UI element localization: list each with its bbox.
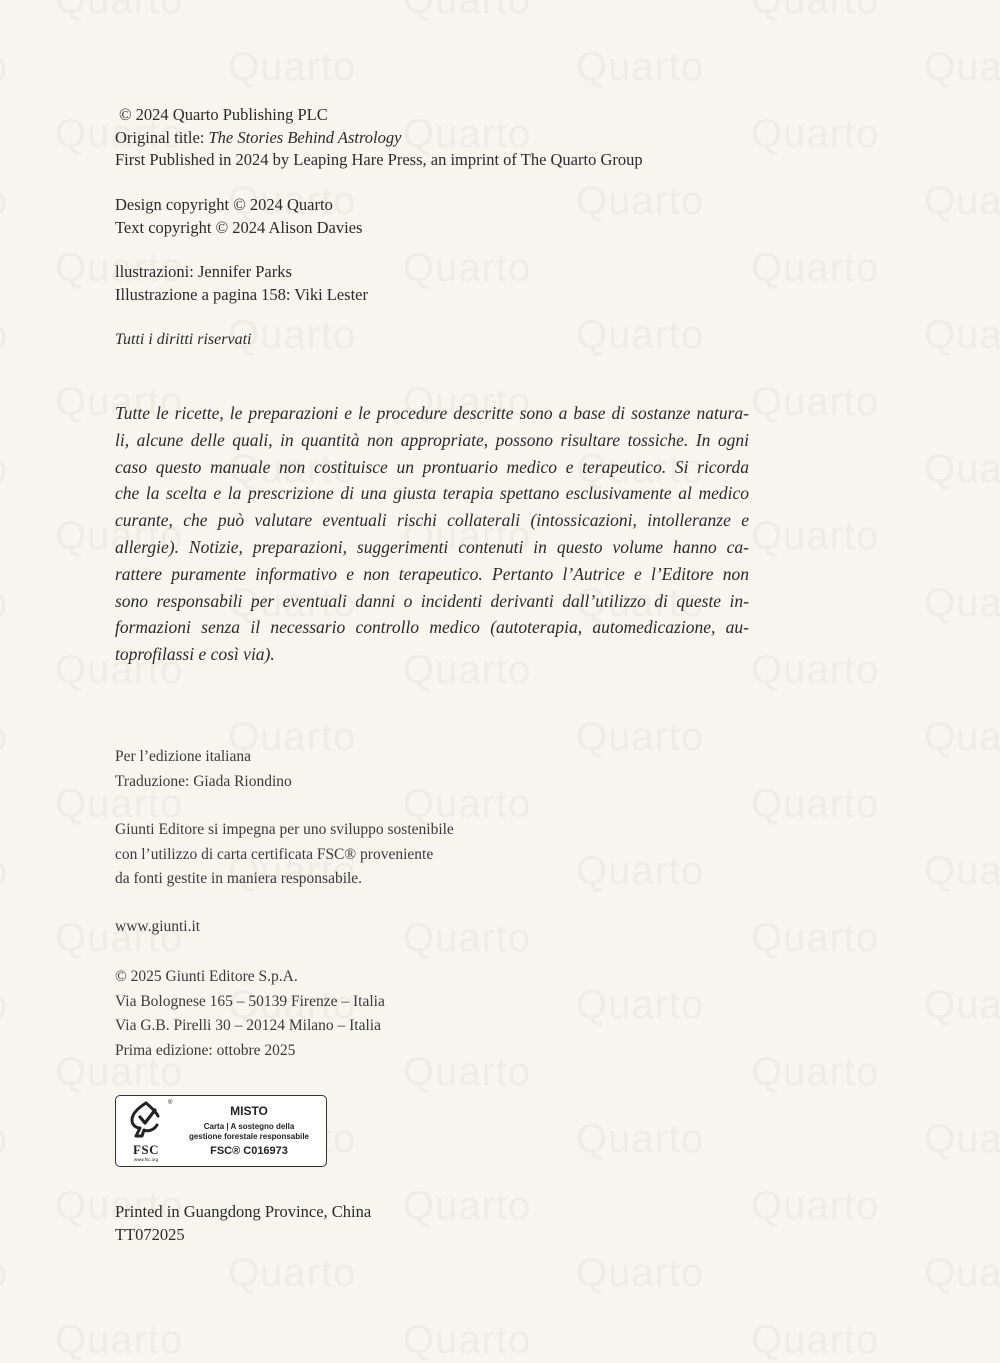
watermark-text [751, 916, 879, 961]
sustainability-statement [115, 818, 454, 892]
watermark-text [924, 715, 1000, 760]
watermark-text [0, 983, 8, 1028]
disclaimer-line: formazioni senza il necessario controllo medico (autoterapia, automedicazione, au- [115, 617, 749, 638]
watermark-text [576, 849, 704, 894]
watermark-text [576, 313, 704, 358]
italian-edition-block [115, 745, 292, 794]
fsc-logo [124, 1100, 176, 1164]
watermark-text [403, 1318, 531, 1363]
watermark-text [55, 1318, 183, 1363]
design-copyright-block [115, 194, 362, 239]
disclaimer-line: che la scelta e la prescrizione di una giusta terapia spettano esclusivamente al medico [115, 483, 749, 504]
fsc-description [174, 1122, 324, 1142]
watermark-text [751, 514, 879, 559]
watermark-text [576, 1251, 704, 1296]
watermark-text [924, 849, 1000, 894]
watermark-text [751, 1184, 879, 1229]
disclaimer-line: curante, che può valutare eventuali rischi collaterali (intossicazioni, intolleranze e [115, 510, 749, 531]
copyright-block [115, 104, 643, 172]
print-code: TT072025 [115, 1224, 185, 1244]
disclaimer-line: allergie). Notizie, preparazioni, suggerimenti contenuti in questo volume hanno ca- [115, 536, 749, 557]
watermark-text [403, 0, 531, 23]
watermark-text [924, 983, 1000, 1028]
design-copyright: Design copyright © 2024 Quarto [115, 195, 333, 214]
disclaimer-line: rattere puramente informativo e non terapeutico. Pertanto l’Autrice e l’Editore non [115, 563, 749, 584]
italian-edition-label: Per l’edizione italiana [115, 748, 251, 765]
watermark-text [924, 1117, 1000, 1162]
page-158-credit: Illustrazione a pagina 158: Viki Lester [115, 284, 369, 304]
first-edition: Prima edizione: ottobre 2025 [115, 1041, 296, 1059]
watermark-text [403, 1050, 531, 1095]
text-copyright: Text copyright © 2024 Alison Davies [115, 217, 363, 237]
disclaimer-line: caso questo manuale non costituisce un prontuario medico e terapeutico. Si ricorda [115, 456, 749, 477]
disclaimer-line: sono responsabili per eventuali danni o incidenti derivanti dall’utilizzo di queste in- [115, 590, 749, 611]
fsc-label [115, 1095, 327, 1167]
original-title: The Stories Behind Astrology [208, 127, 402, 147]
watermark-text [403, 246, 531, 291]
disclaimer-paragraph [115, 400, 749, 668]
watermark-text [403, 1184, 531, 1229]
fsc-url: www.fsc.org [133, 1157, 159, 1162]
rights-reserved: Tutti i diritti riservati [115, 331, 252, 348]
original-title-line [115, 127, 643, 150]
watermark-text [576, 45, 704, 90]
address-milan: Via G.B. Pirelli 30 – 20124 Milano – Italia [115, 1017, 381, 1034]
watermark-text [228, 45, 356, 90]
first-published-line: First Published in 2024 by Leaping Hare Press, an imprint of The Quarto Group [115, 150, 643, 169]
fsc-desc-line: Carta | A sostegno della [203, 1122, 295, 1131]
disclaimer-line: Tutte le ricette, le preparazioni e le procedure descritte sono a base di sostanze natura- [115, 403, 749, 423]
watermark-text [0, 313, 8, 358]
watermark-text [751, 380, 879, 425]
watermark-text [0, 1117, 8, 1162]
fsc-tree-check-icon [124, 1100, 168, 1142]
watermark-text [0, 45, 8, 90]
statement-line: con l’utilizzo di carta certificata FSC® proveniente [115, 845, 434, 863]
fsc-desc-line: gestione forestale responsabile [188, 1132, 310, 1141]
fsc-text [174, 1104, 324, 1158]
original-title-label: Original title: [115, 127, 209, 147]
watermark-text [751, 782, 879, 827]
fsc-mix-label: MISTO [230, 1104, 268, 1118]
fsc-license-code: FSC® C016973 [210, 1145, 288, 1157]
statement-line: Giunti Editore si impegna per uno sviluppo sostenibile [115, 821, 454, 838]
watermark-text [751, 1050, 879, 1095]
watermark-text [751, 1318, 879, 1363]
watermark-text [924, 447, 1000, 492]
publisher-block [115, 965, 385, 1063]
watermark-text [924, 1251, 1000, 1296]
publisher-copyright: © 2025 Giunti Editore S.p.A. [115, 968, 298, 985]
watermark-text [576, 983, 704, 1028]
watermark-text [576, 1117, 704, 1162]
watermark-text [0, 1251, 8, 1296]
website-link[interactable]: www.giunti.it [115, 918, 201, 935]
disclaimer-line: li, alcune delle quali, in quantità non appropriate, possono risultare tossiche. In ogni [115, 429, 749, 450]
watermark-text [0, 581, 8, 626]
copyright-line: © 2024 Quarto Publishing PLC [119, 105, 328, 124]
watermark-text [0, 179, 8, 224]
illustrations-block [115, 261, 368, 306]
watermark-text [55, 0, 183, 23]
watermark-text [924, 313, 1000, 358]
printed-in: Printed in Guangdong Province, China [115, 1202, 372, 1221]
watermark-text [0, 715, 8, 760]
translation-credit: Traduzione: Giada Riondino [115, 772, 292, 790]
watermark-text [403, 916, 531, 961]
watermark-text [0, 447, 8, 492]
watermark-text [924, 45, 1000, 90]
watermark-text [0, 849, 8, 894]
printing-block [115, 1201, 371, 1246]
fsc-registered-mark: ® [168, 1100, 173, 1106]
watermark-text [576, 179, 704, 224]
statement-line: da fonti gestite in maniera responsabile. [115, 870, 363, 887]
watermark-text [924, 581, 1000, 626]
watermark-text [751, 246, 879, 291]
watermark-text [751, 0, 879, 23]
watermark-text [924, 179, 1000, 224]
disclaimer-line: toprofilassi e così via). [115, 644, 275, 665]
watermark-text [751, 648, 879, 693]
watermark-text [228, 1251, 356, 1296]
watermark-text [751, 112, 879, 157]
illustrators-credit: llustrazioni: Jennifer Parks [115, 262, 292, 281]
address-florence: Via Bolognese 165 – 50139 Firenze – Italia [115, 992, 385, 1010]
watermark-text [576, 715, 704, 760]
fsc-logo-text: FSC [132, 1142, 160, 1157]
